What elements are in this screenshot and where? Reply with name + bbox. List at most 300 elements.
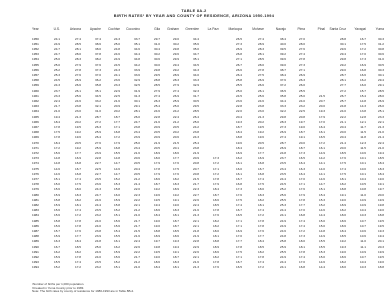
rate-cell: 31.3	[133, 94, 140, 99]
row-year: 1989	[32, 239, 39, 244]
rate-cell: 16.8	[113, 146, 120, 151]
rate-cell: 15.8	[113, 187, 120, 192]
rate-cell: 17.1	[235, 255, 242, 260]
rate-cell: 13.8	[359, 108, 366, 113]
rate-cell: 21.2	[133, 260, 140, 265]
rate-cell: 16.3	[53, 239, 60, 244]
rate-cell: 24.1	[53, 37, 60, 41]
row-year: 1954	[32, 56, 39, 61]
rate-cell: 17.6	[212, 213, 219, 218]
rate-cell: 22.6	[192, 250, 199, 255]
rate-cell: 22.7	[94, 172, 101, 177]
rate-cell: 32.1	[94, 103, 101, 108]
rate-cell: 35.8	[279, 94, 286, 99]
row-year: 1985	[32, 219, 39, 224]
rate-cell: 14.8	[53, 161, 60, 165]
rate-cell: 19.1	[377, 182, 384, 187]
row-year: 1958	[32, 77, 39, 82]
rate-cell: 22.0	[133, 187, 140, 192]
rate-cell: 17.6	[339, 156, 346, 161]
rate-cell: 24.6	[153, 108, 160, 113]
rate-cell: 20.9	[113, 103, 120, 108]
rate-cell: 22.1	[192, 219, 199, 224]
rate-cell: 16.9	[74, 156, 81, 161]
rate-cell: 36.2	[94, 77, 101, 82]
rate-cell: 34.4	[192, 37, 199, 41]
rate-cell: 15.6	[53, 213, 60, 218]
rate-cell: 18.2	[257, 250, 264, 255]
rate-cell: 28.5	[257, 56, 264, 61]
rate-cell: 16.8	[74, 161, 81, 165]
rate-cell: 17.5	[74, 182, 81, 187]
rate-cell: 34.7	[192, 51, 199, 56]
rate-cell: 27.8	[74, 68, 81, 72]
rate-cell: 22.6	[133, 245, 140, 250]
rate-cell: 27.7	[339, 82, 346, 87]
rate-cell: 18.2	[212, 224, 219, 229]
column-header: Cochise	[108, 27, 120, 31]
rate-cell: 15.9	[53, 203, 60, 208]
row-year: 1983	[32, 208, 39, 213]
rate-cell: 18.1	[257, 203, 264, 208]
rate-cell: 18.0	[339, 265, 346, 270]
rate-cell: 22.2	[339, 115, 346, 120]
rate-cell: 21.3	[192, 265, 199, 270]
rate-cell: 16.2	[113, 245, 120, 250]
rate-cell: 27.4	[172, 89, 179, 94]
rate-cell: 18.4	[235, 130, 242, 134]
rate-cell: 25.5	[279, 250, 286, 255]
rate-cell: 17.4	[298, 255, 305, 260]
rate-cell: 25.9	[172, 99, 179, 103]
rate-cell: 27.4	[298, 51, 305, 56]
rate-cell: 17.5	[172, 167, 179, 172]
rate-cell: 17.6	[212, 265, 219, 270]
rate-cell: 18.6	[153, 208, 160, 213]
rate-cell: 37.2	[279, 82, 286, 87]
rate-cell: 18.4	[74, 239, 81, 244]
rate-cell: 20.0	[377, 193, 384, 198]
rate-cell: 19.3	[172, 239, 179, 244]
rate-cell: 21.0	[377, 130, 384, 134]
rate-cell: 35.1	[133, 41, 140, 46]
rate-cell: 28.0	[74, 51, 81, 56]
rate-cell: 31.0	[377, 56, 384, 61]
rate-cell: 15.6	[113, 255, 120, 260]
rate-cell: 19.2	[172, 193, 179, 198]
rate-cell: 14.1	[318, 161, 325, 165]
rate-cell: 24.5	[113, 63, 120, 68]
rate-cell: 15.6	[53, 208, 60, 213]
rate-cell: 26.9	[279, 130, 286, 134]
rate-cell: 23.3	[377, 115, 384, 120]
rate-cell: 25.0	[192, 120, 199, 125]
column-header: Coconino	[126, 27, 140, 31]
rate-cell: 15.9	[53, 193, 60, 198]
rate-cell: 16.8	[298, 265, 305, 270]
rate-cell: 18.5	[212, 203, 219, 208]
rate-cell: 19.0	[153, 224, 160, 229]
column-header: Graham	[167, 27, 179, 31]
rate-cell: 24.5	[279, 182, 286, 187]
rate-cell: 19.4	[153, 203, 160, 208]
rate-cell: 24.4	[279, 177, 286, 182]
rate-cell: 10.4	[359, 177, 366, 182]
rate-cell: 18.5	[172, 229, 179, 234]
rate-cell: 17.8	[212, 208, 219, 213]
rate-cell: 11.0	[360, 239, 366, 244]
footnote: Note: The birth rates by county of residence for 1980-1993 are in Table 8B-2.	[32, 289, 134, 294]
footnote: ²Created in Yuma County prior to 1983.	[32, 285, 85, 290]
rate-cell: 19.1	[172, 198, 179, 203]
rate-cell: 17.0	[298, 208, 305, 213]
rate-cell: 15.5	[318, 239, 325, 244]
row-year: 1952	[32, 46, 39, 51]
rate-cell: 40.0	[279, 41, 286, 46]
rate-cell: 24.8	[279, 151, 286, 156]
rate-cell: 17.8	[74, 219, 81, 224]
rate-cell: 25.9	[279, 245, 286, 250]
rate-cell: 27.0	[298, 37, 305, 41]
rate-cell: 23.5	[94, 208, 101, 213]
rate-cell: 25.4	[153, 103, 160, 108]
rate-cell: 15.4	[318, 193, 325, 198]
rate-cell: 15.6	[113, 224, 120, 229]
rate-cell: 37.6	[279, 77, 286, 82]
rate-cell: 14.9	[318, 234, 325, 239]
rate-cell: 15.2	[318, 203, 325, 208]
rate-cell: 10.3	[359, 265, 366, 270]
rate-cell: 27.1	[298, 68, 305, 72]
rate-cell: 17.0	[298, 177, 305, 182]
rate-cell: 23.8	[192, 146, 199, 151]
rate-cell: 15.1	[113, 265, 120, 270]
rate-cell: 28.8	[339, 37, 346, 41]
rate-cell: 23.4	[279, 167, 286, 172]
rate-cell: 26.9	[235, 46, 242, 51]
rate-cell: 23.8	[74, 103, 81, 108]
rate-cell: 25.0	[172, 103, 179, 108]
rate-cell: 17.6	[74, 229, 81, 234]
rate-cell: 28.9	[172, 72, 179, 77]
rate-cell: 26.6	[257, 82, 264, 87]
rate-cell: 15.0	[318, 224, 325, 229]
rate-cell: 24.0	[94, 224, 101, 229]
rate-cell: 16.2	[359, 77, 366, 82]
rate-cell: 30.6	[153, 56, 160, 61]
rate-cell: 18.4	[153, 213, 160, 218]
rate-cell: 16.7	[235, 260, 242, 265]
rate-cell: 17.4	[74, 208, 81, 213]
rate-cell: 34.6	[133, 46, 140, 51]
row-year: 1986	[32, 224, 39, 229]
rate-cell: 24.0	[298, 99, 305, 103]
row-year: 1968	[32, 130, 39, 134]
rate-cell: 39.2	[279, 51, 286, 56]
rate-cell: 28.3	[172, 77, 179, 82]
rate-cell: 17.6	[172, 161, 179, 165]
rate-cell: 17.1	[212, 167, 219, 172]
rate-cell: 20.8	[192, 172, 199, 177]
rate-cell: 18.6	[212, 198, 219, 203]
row-year: 1956	[32, 68, 39, 72]
rate-cell: 18.3	[172, 208, 179, 213]
rate-cell: 15.9	[53, 234, 60, 239]
rate-cell: 27.9	[74, 63, 81, 68]
rate-cell: 19.5	[74, 125, 81, 130]
rate-cell: 14.7	[318, 182, 325, 187]
rate-cell: 19.3	[235, 120, 242, 125]
rate-cell: 20.5	[153, 146, 160, 151]
rate-cell: 21.0	[53, 108, 60, 113]
rate-cell: 15.2	[53, 265, 60, 270]
rate-cell: 17.8	[153, 167, 160, 172]
rate-cell: 17.8	[53, 125, 60, 130]
rate-cell: 33.2	[94, 99, 101, 103]
rate-cell: 25.0	[235, 89, 242, 94]
rate-cell: 20.0	[298, 141, 305, 146]
rate-cell: 17.8	[212, 260, 219, 265]
rate-cell: 15.9	[53, 255, 60, 260]
rate-cell: 22.8	[94, 156, 101, 161]
rate-cell: 29.2	[172, 68, 179, 72]
rate-cell: 27.9	[153, 89, 160, 94]
rate-cell: 17.5	[235, 198, 242, 203]
rate-cell: 22.4	[172, 115, 179, 120]
rate-cell: 27.3	[298, 63, 305, 68]
rate-cell: 18.3	[74, 193, 81, 198]
rate-cell: 15.5	[113, 234, 120, 239]
rate-cell: 15.4	[359, 94, 366, 99]
rate-cell: 25.6	[74, 94, 81, 99]
rate-cell: 32.5	[133, 82, 140, 87]
rate-cell: 15.4	[113, 229, 120, 234]
rate-cell: 17.4	[257, 260, 264, 265]
rate-cell: 38.7	[279, 68, 286, 72]
rate-cell: 16.7	[235, 208, 242, 213]
rate-cell: 16.6	[359, 72, 366, 77]
rate-cell: 15.3	[318, 250, 325, 255]
row-year: 1972	[32, 151, 39, 156]
rate-cell: 30.3	[377, 37, 384, 41]
rate-cell: 18.8	[377, 265, 384, 270]
rate-cell: 18.0	[212, 229, 219, 234]
rate-cell: 20.4	[339, 134, 346, 139]
rate-cell: 22.1	[133, 203, 140, 208]
rate-cell: 21.2	[133, 177, 140, 182]
rate-cell: 21.2	[172, 120, 179, 125]
rate-cell: 21.1	[339, 120, 346, 125]
rate-cell: 17.3	[298, 234, 305, 239]
rate-cell: 33.7	[133, 37, 140, 41]
rate-cell: 26.3	[94, 125, 101, 130]
rate-cell: 19.5	[377, 219, 384, 224]
rate-cell: 18.8	[153, 229, 160, 234]
rate-cell: 26.9	[377, 99, 384, 103]
rate-cell: 17.3	[359, 56, 366, 61]
rate-cell: 15.2	[113, 208, 120, 213]
rate-cell: 20.0	[339, 130, 346, 134]
rate-cell: 18.7	[172, 255, 179, 260]
row-year: 1981	[32, 198, 39, 203]
rate-cell: 16.7	[74, 167, 81, 172]
rate-cell: 28.1	[133, 108, 140, 113]
rate-cell: 17.7	[298, 203, 305, 208]
rate-cell: 18.2	[339, 182, 346, 187]
rate-cell: 24.1	[279, 265, 286, 270]
rate-cell: 24.0	[339, 108, 346, 113]
rate-cell: 21.9	[192, 234, 199, 239]
rate-cell: 27.4	[257, 37, 264, 41]
rate-cell: 19.0	[377, 177, 384, 182]
rate-cell: 20.0	[318, 103, 325, 108]
rate-cell: 21.6	[192, 260, 199, 265]
rate-cell: 34.0	[192, 72, 199, 77]
rate-cell: 27.9	[172, 82, 179, 87]
rate-cell: 28.1	[339, 77, 346, 82]
rate-cell: 18.0	[339, 213, 346, 218]
rate-cell: 19.0	[172, 203, 179, 208]
rate-cell: 14.6	[318, 177, 325, 182]
rate-cell: 18.0	[153, 156, 160, 161]
rate-cell: 18.1	[339, 177, 346, 182]
row-year: 1964	[32, 108, 39, 113]
rate-cell: 39.5	[279, 46, 286, 51]
rate-cell: 18.6	[172, 234, 179, 239]
rate-cell: 17.4	[298, 219, 305, 224]
rate-cell: 19.6	[74, 134, 81, 139]
rate-cell: 29.6	[339, 46, 346, 51]
rate-cell: 15.6	[53, 224, 60, 229]
table-subtitle: BIRTH RATES¹ BY YEAR AND COUNTY OF RESIDENCE, ARIZONA 1950-1994	[113, 14, 275, 18]
rate-cell: 19.7	[377, 187, 384, 192]
rate-cell: 26.0	[298, 82, 305, 87]
rate-cell: 17.8	[257, 255, 264, 260]
rate-cell: 27.4	[74, 37, 81, 41]
rate-cell: 20.4	[339, 125, 346, 130]
rate-cell: 21.6	[153, 120, 160, 125]
rate-cell: 18.4	[53, 141, 60, 146]
rate-cell: 30.0	[153, 63, 160, 68]
rate-cell: 24.1	[279, 213, 286, 218]
rate-cell: 17.2	[298, 229, 305, 234]
rate-cell: 19.0	[377, 260, 384, 265]
column-header: Pinal	[317, 27, 325, 31]
rate-cell: 18.5	[257, 245, 264, 250]
rate-cell: 20.3	[377, 245, 384, 250]
rate-cell: 24.8	[279, 234, 286, 239]
rate-cell: 17.7	[113, 120, 120, 125]
rate-cell: 17.9	[153, 161, 160, 165]
column-header: Pima	[297, 27, 305, 31]
rate-cell: 18.2	[212, 255, 219, 260]
rate-cell: 35.1	[192, 56, 199, 61]
rate-cell: 17.0	[298, 260, 305, 265]
row-year: 1977	[32, 177, 39, 182]
rate-cell: 19.2	[257, 146, 264, 151]
column-header: Apache	[89, 27, 101, 31]
row-year: 1982	[32, 203, 39, 208]
rate-cell: 23.7	[279, 156, 286, 161]
rate-cell: 27.3	[279, 125, 286, 130]
rate-cell: 17.0	[318, 120, 325, 125]
rate-cell: 22.5	[113, 94, 120, 99]
rate-cell: 17.2	[359, 46, 366, 51]
rate-cell: 20.4	[133, 167, 140, 172]
rate-cell: 23.9	[133, 134, 140, 139]
rate-cell: 23.7	[53, 89, 60, 94]
rate-cell: 19.0	[339, 198, 346, 203]
rate-cell: 27.2	[339, 89, 346, 94]
column-header: U.S.	[53, 27, 60, 31]
rate-cell: 17.5	[235, 250, 242, 255]
rate-cell: 19.9	[377, 198, 384, 203]
rate-cell: 19.5	[153, 198, 160, 203]
rate-cell: 15.7	[53, 229, 60, 234]
rate-cell: 24.4	[279, 208, 286, 213]
rate-cell: 17.5	[359, 41, 366, 46]
rate-cell: 15.5	[53, 260, 60, 265]
rate-cell: 15.3	[113, 182, 120, 187]
rate-cell: 24.6	[279, 229, 286, 234]
rate-cell: 20.2	[74, 120, 81, 125]
rate-cell: 17.6	[257, 229, 264, 234]
row-year: 1961	[32, 94, 39, 99]
row-year: 1973	[32, 156, 39, 161]
rate-cell: 31.9	[133, 89, 140, 94]
rate-cell: 26.9	[279, 146, 286, 151]
rate-cell: 16.7	[53, 245, 60, 250]
rate-cell: 38.2	[94, 56, 101, 61]
rate-cell: 24.2	[172, 108, 179, 113]
rate-cell: 18.9	[339, 203, 346, 208]
rate-cell: 31.0	[153, 41, 160, 46]
rate-cell: 30.4	[153, 46, 160, 51]
rate-cell: 19.2	[257, 130, 264, 134]
rate-cell: 18.0	[257, 187, 264, 192]
rate-cell: 18.7	[172, 219, 179, 224]
rate-cell: 19.6	[257, 134, 264, 139]
rate-cell: 17.4	[257, 177, 264, 182]
rate-cell: 18.0	[298, 239, 305, 244]
rate-cell: 21.5	[172, 141, 179, 146]
rate-cell: 10.7	[359, 219, 366, 224]
rate-cell: 17.7	[235, 239, 242, 244]
rate-cell: 33.9	[133, 68, 140, 72]
rate-cell: 14.6	[53, 172, 60, 177]
rate-cell: 16.4	[298, 172, 305, 177]
rate-cell: 19.7	[298, 120, 305, 125]
rate-cell: 31.7	[192, 94, 199, 99]
rate-cell: 17.1	[298, 182, 305, 187]
rate-cell: 27.2	[94, 120, 101, 125]
rate-cell: 28.1	[257, 51, 264, 56]
rate-cell: 20.6	[172, 134, 179, 139]
rate-cell: 24.7	[53, 51, 60, 56]
rate-cell: 24.3	[53, 82, 60, 87]
rate-cell: 23.2	[94, 213, 101, 218]
rate-cell: 20.2	[113, 108, 120, 113]
rate-cell: 30.3	[377, 68, 384, 72]
rate-cell: 22.4	[377, 141, 384, 146]
rate-cell: 17.1	[235, 219, 242, 224]
rate-cell: 22.5	[298, 108, 305, 113]
rate-cell: 28.3	[74, 56, 81, 61]
row-year: 1951	[32, 41, 39, 46]
rate-cell: 10.0	[359, 167, 366, 172]
rate-cell: 29.1	[377, 82, 384, 87]
rate-cell: 18.7	[172, 224, 179, 229]
